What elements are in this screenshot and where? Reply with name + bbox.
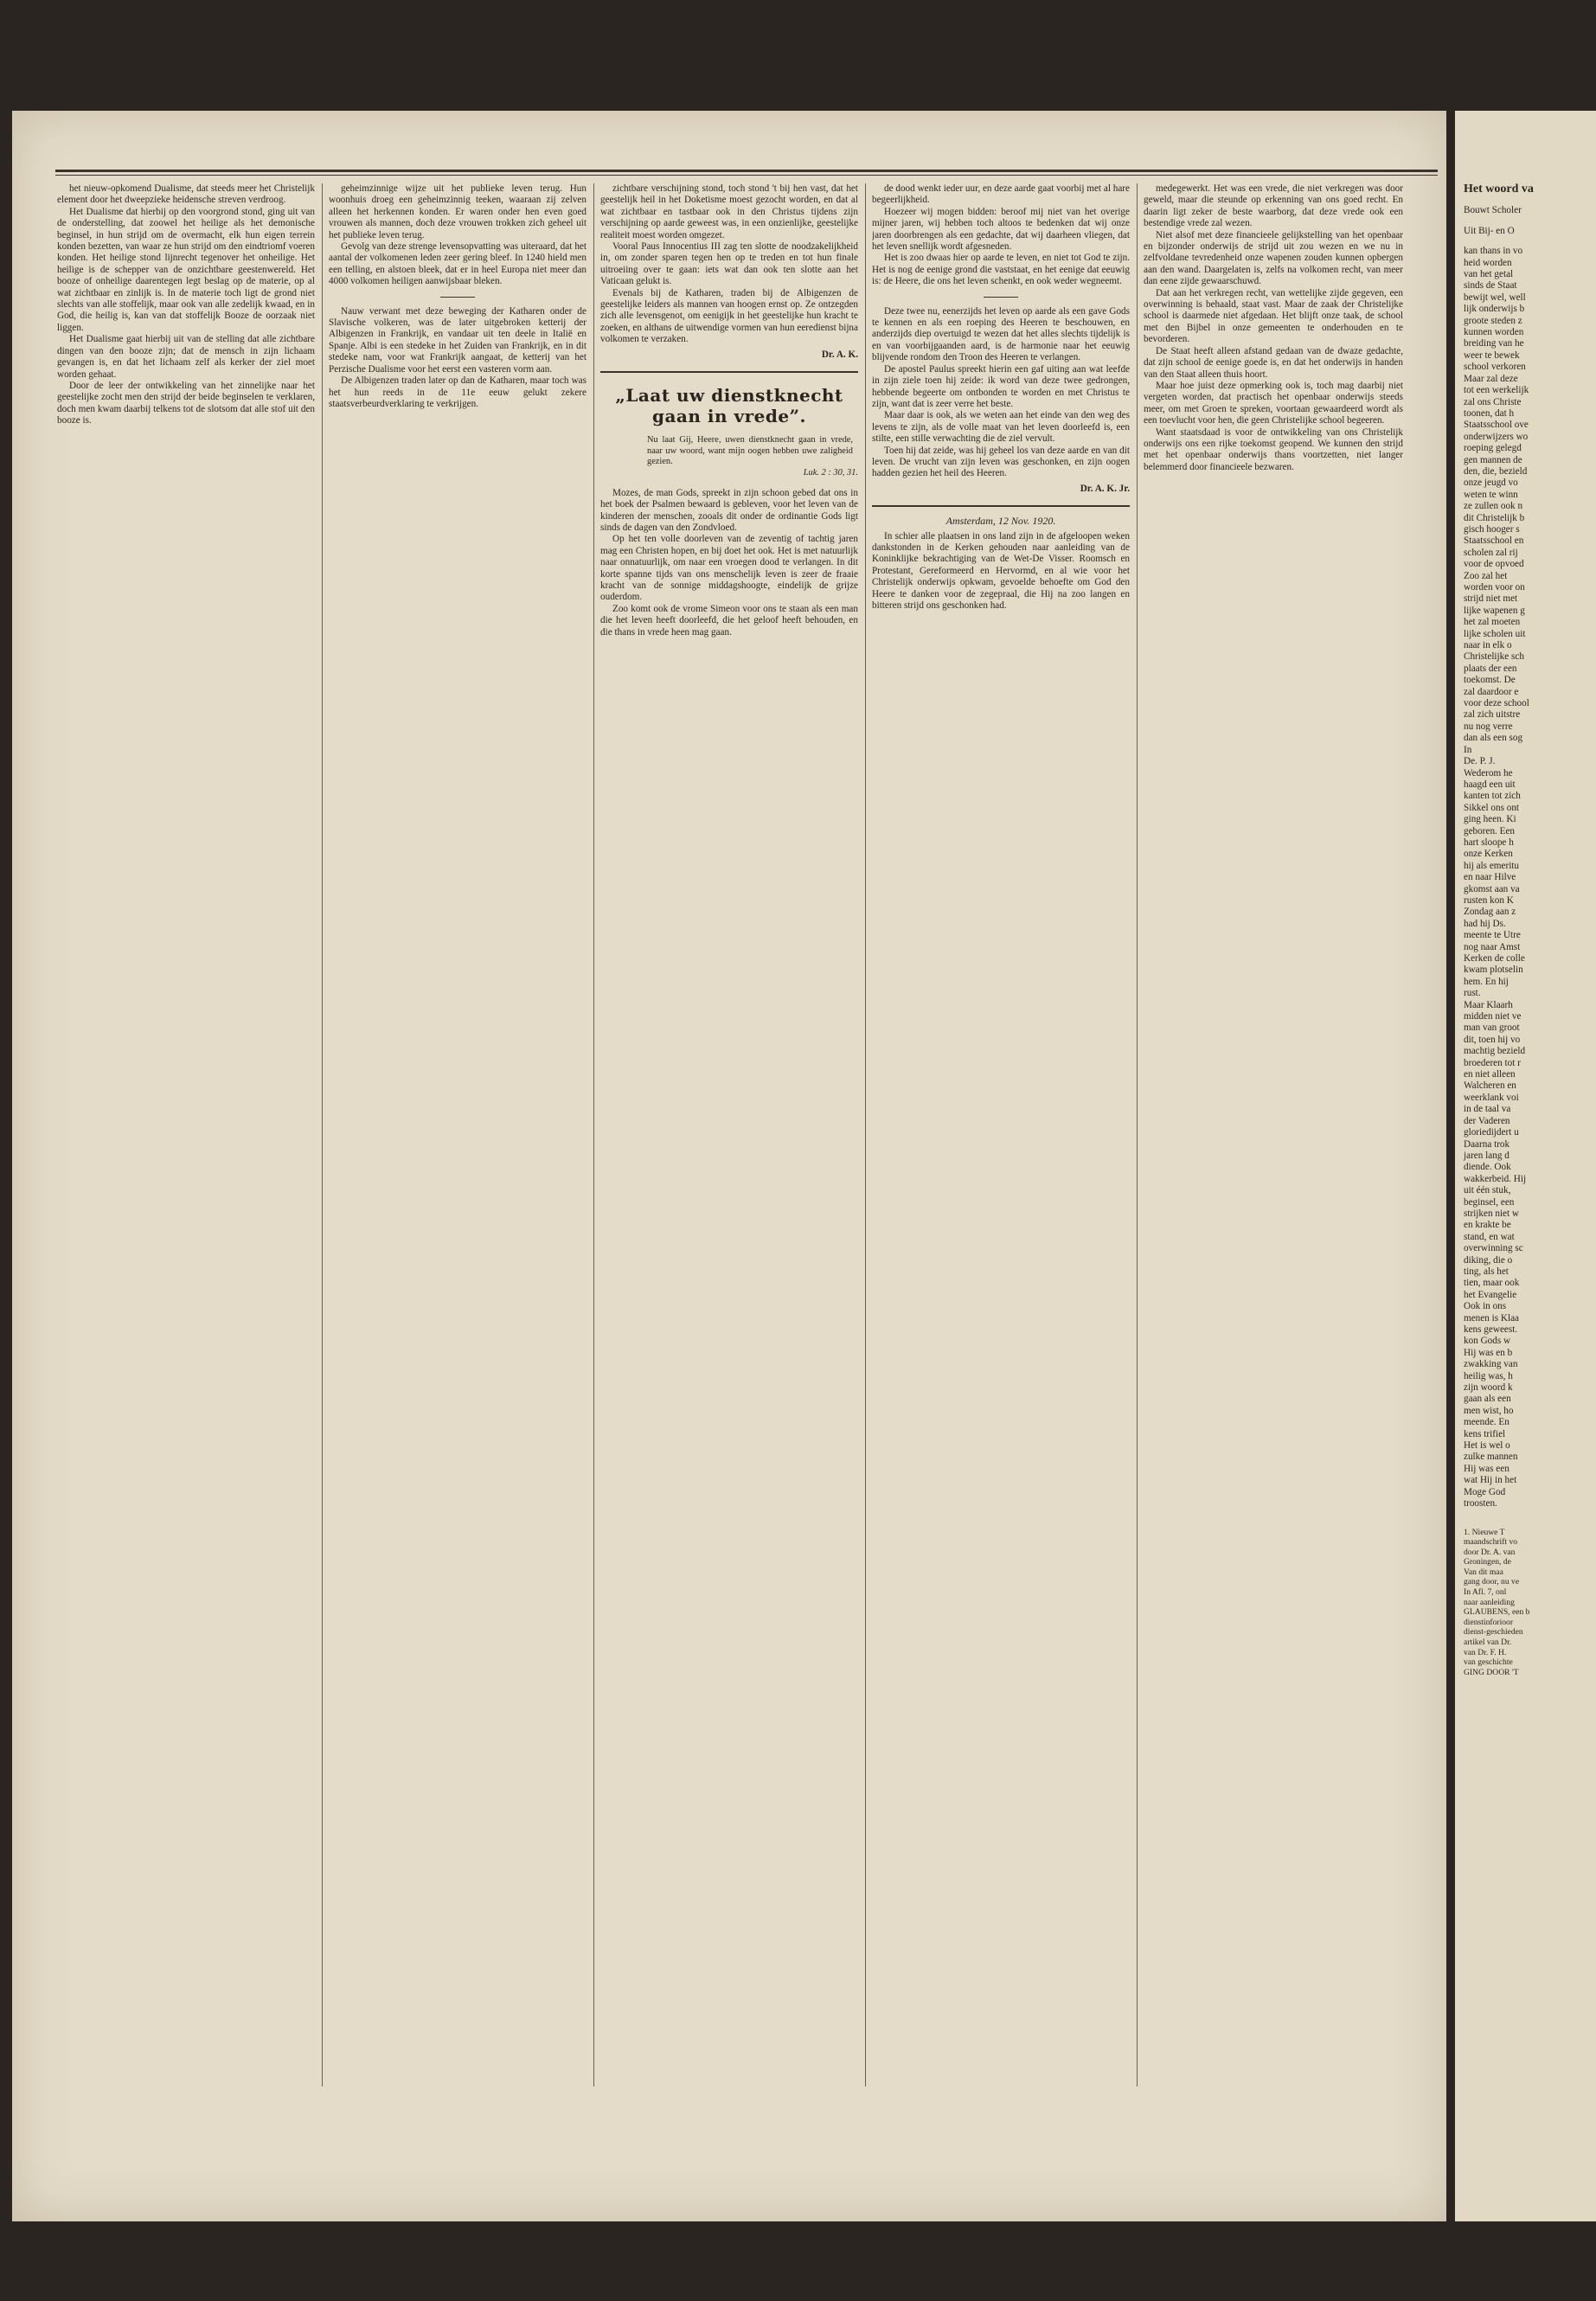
adjacent-page-line: kan thans in vo xyxy=(1464,246,1523,257)
column-divider xyxy=(865,183,866,2086)
adjacent-page-footnote: door Dr. A. van xyxy=(1464,1547,1516,1557)
column-3 xyxy=(600,183,858,2095)
adjacent-page-line: ze zullen ook n xyxy=(1464,501,1523,512)
adjacent-page-line: Maar Klaarh xyxy=(1464,999,1513,1010)
adjacent-page-line: school verkoren xyxy=(1464,362,1526,373)
col5-para-2: Niet alsof met deze financieele gelijkstelling van het openbaar en bijzonder onderwijs de strijd uit zou wezen en we nu in zelfvoldane tevredenheid onze wapenen zouden kunnen opbergen aan den wand. Daargelaten is, zelfs na volkomen recht, van meer dan eene zijde gewaarschuwd. xyxy=(1144,229,1403,287)
col5-para-3: Dat aan het verkregen recht, van wettelijke zijde gegeven, een overwinning is behaald, staat vast. Maar de zaak der Christelijke school is daarmede niet afgedaan. Het blijft onze taak, de school met den Bijbel in onze gemeenten te onderhouden en te bevorderen. xyxy=(1144,287,1403,345)
adjacent-page-line: stand, en wat xyxy=(1464,1231,1515,1242)
adjacent-page-line: Hij was een xyxy=(1464,1463,1509,1474)
adjacent-page-footnote: dienstinforioor xyxy=(1464,1617,1514,1627)
adjacent-page-line: hart sloope h xyxy=(1464,836,1514,848)
adjacent-page-line: onze Kerken xyxy=(1464,849,1513,860)
adjacent-page-line: diking, die o xyxy=(1464,1254,1513,1266)
col4-para-3: Het is zoo dwaas hier op aarde te leven, en niet tot God te zijn. Het is nog de eenige grond die vaststaat, en het eenige dat eeuwig is: de Heere, die ons het leven schenkt, en ook weder wegneemt. xyxy=(872,253,1130,287)
adjacent-page-line: lijke scholen uit xyxy=(1464,628,1526,639)
adjacent-page-line: zulke mannen xyxy=(1464,1452,1518,1463)
adjacent-page-line: Ook in ons xyxy=(1464,1301,1507,1312)
adjacent-page-line: breiding van he xyxy=(1464,338,1524,349)
adjacent-page-line: kon Gods w xyxy=(1464,1336,1511,1347)
adjacent-page-line: in de taal va xyxy=(1464,1104,1511,1115)
adjacent-page-line: Kerken de colle xyxy=(1464,953,1525,964)
article-title: „Laat uw dienstknecht gaan in vrede”. xyxy=(615,385,843,427)
col4-para-5: De apostel Paulus spreekt hierin een gaf uiting aan wat leefde in zijn ziele toen hij zeide: ik word van deze twee gedrongen, hebbende begeerte om ontbonden te worden en met Christus te zijn, want dat is zeer verre het beste. xyxy=(872,363,1130,409)
adjacent-page-line: nog naar Amst xyxy=(1464,941,1521,952)
col5-para-5: Maar hoe juist deze opmerking ook is, toch mag daarbij niet vergeten worden, dat practisch het openbaar onderwijs steeds meer, om met Groen te spreken, voortaan gewaardeerd wordt als een toevlucht voor hen, die geen Christelijke school begeeren. xyxy=(1144,380,1403,426)
adjacent-page-line: onze jeugd vo xyxy=(1464,478,1518,489)
adjacent-page-line: Wederom he xyxy=(1464,767,1513,779)
adjacent-page-line: weerklank voi xyxy=(1464,1092,1519,1103)
adjacent-page-line: zal ons Christe xyxy=(1464,396,1522,407)
adjacent-page-line: hij als emeritu xyxy=(1464,860,1520,871)
adjacent-page-line: heid worden xyxy=(1464,257,1512,268)
col1-para-4: Door de leer der ontwikkeling van het zinnelijke naar het geestelijke zocht men den strijd der beide beginselen te verklaren, doch men kwam daarbij telkens tot de slotsom dat alle stof uit den booze is. xyxy=(57,380,315,426)
col4-para-8: In schier alle plaatsen in ons land zijn in de afgeloopen weken dankstonden in de Kerken gehouden naar aanleiding van de Koninklijke bekrachtiging van de Wet-De Visser. Roomsch en Protestant, Gereformeerd en Hervormd, en al wie voor het Christelijk onderwijs opkwam, gevoelde behoefte om God den Heere te danken voor de zegepraal, die Hij na zoo langen en bitteren strijd ons geschonken had. xyxy=(872,530,1130,611)
epigraph: Nu laat Gij, Heere, uwen dienstknecht gaan in vrede, naar uw woord, want mijn oogen hebben uwe zaligheid gezien. xyxy=(647,435,853,466)
article-rule xyxy=(600,371,858,373)
col5-para-6: Want staatsdaad is voor de ontwikkeling van ons Christelijk onderwijs ons een rijke toekomst geopend. We kunnen den strijd met het openbaar onderwijs thans voortzetten, niet langer belemmerd door financieele bezwaren. xyxy=(1144,426,1403,472)
adjacent-page-line: kunnen worden xyxy=(1464,327,1524,338)
adjacent-page-line: midden niet ve xyxy=(1464,1011,1522,1022)
adjacent-page-line: dit Christelijk b xyxy=(1464,512,1525,523)
adjacent-page-line: Daarna trok xyxy=(1464,1138,1510,1150)
col2-para-1: geheimzinnige wijze uit het publieke leven terug. Hun woonhuis droeg een geheimzinnig teeken, waaraan zij zelven alleen het herkennen konden. Er waren onder hen even goed vrouwen als mannen, doch deze vrouwen trokken zich geheel uit het publieke leven terug. xyxy=(329,183,586,240)
article-rule xyxy=(872,505,1130,507)
col4-para-2: Hoezeer wij mogen bidden: beroof mij niet van het overige mijner jaren, wij hebben toch altoos te bedenken dat wij onze jaren doorbrengen als een gedachte, dat wij daarheen vliegen, dat het leven snellijk wordt afgesneden. xyxy=(872,206,1130,253)
col1-para-2: Het Dualisme dat hierbij op den voorgrond stond, ging uit van de onderstelling, dat zoowel het heilige als het demonische beginsel, in hun strijd om de overmacht, elk hun eigen terrein konden bezetten, van waar ze hun strijd om den eindtriomf voeren konden. Het heilige stond lijnrecht tegenover het onheilige. Het heilige is de schepper van de onzichtbare geestenwereld. Het booze of onheilige daarentegen legt beslag op de materie, op al wat zichtbaar en zinlijk is. In de materie toch ligt de grond niet slechts van alle stoffelijk, maar ook van alle zedelijk kwaad, en in God, die heilig is, kan van dat stoffelijk Booze de oorzaak niet liggen. xyxy=(57,206,315,333)
adjacent-page-line: bewijt wel, well xyxy=(1464,292,1526,303)
adjacent-page-line: nu nog verre xyxy=(1464,721,1513,732)
adjacent-page-line: kwam plotselin xyxy=(1464,965,1523,976)
adjacent-page-line: van het getal xyxy=(1464,269,1514,280)
col1-para-3: Het Dualisme gaat hierbij uit van de stelling dat alle zichtbare dingen van den booze zijn; dat de mensch in zijn lichaam gevangen is, en dat het lichaam zelf als kerker der ziel moet worden gehaat. xyxy=(57,334,315,380)
column-4 xyxy=(872,183,1130,2095)
adjacent-page-line: Maar zal deze xyxy=(1464,373,1518,384)
adjacent-page-line: Christelijke sch xyxy=(1464,651,1524,663)
adjacent-page-line: kanten tot zich xyxy=(1464,791,1521,802)
adjacent-page-subheader: Uit Bij- en O xyxy=(1464,225,1515,236)
col3-para-6: Zoo komt ook de vrome Simeon voor ons te staan als een man die het leven heeft doorleefd, die het geloof heeft behouden, en die thans in vrede heen mag gaan. xyxy=(600,603,858,638)
adjacent-page-line: had hij Ds. xyxy=(1464,918,1506,929)
adjacent-page-line: den, die, bezield xyxy=(1464,465,1528,477)
article-signature: Dr. A. K. Jr. xyxy=(1080,483,1130,494)
adjacent-page-line: wakkerbeid. Hij xyxy=(1464,1173,1527,1184)
adjacent-page-line: het zal moeten xyxy=(1464,617,1521,628)
article-signature: Dr. A. K. xyxy=(821,349,858,360)
adjacent-page-line: dit, toen hij vo xyxy=(1464,1034,1521,1045)
adjacent-page-line: voor deze school xyxy=(1464,698,1529,709)
column-divider xyxy=(1137,183,1138,2086)
adjacent-page-line: kens trifiel xyxy=(1464,1428,1506,1439)
adjacent-page-line: diende. Ook xyxy=(1464,1162,1511,1173)
adjacent-page-line: Zoo zal het xyxy=(1464,570,1508,581)
col3-para-1: zichtbare verschijning stond, toch stond 't bij hen vast, dat het geestelijk heil in het Doketisme moest gezocht worden, en dat al wat zichtbaar en tastbaar ook in den Christus tijdens zijn verschijning op aarde geweest was, in een onzienlijke, geestelijke realiteit moest worden omgezet. xyxy=(600,183,858,240)
section-separator xyxy=(984,297,1018,298)
adjacent-page-footnote: In Afl. 7, onl xyxy=(1464,1587,1507,1598)
col5-para-1: medegewerkt. Het was een vrede, die niet verkregen was door geweld, maar die steunde op erkenning van ons goed recht. En daarin ligt zeker de beste waarborg, dat deze vrede ook een bestendige vrede zal wezen. xyxy=(1144,183,1403,229)
adjacent-page-line: Zondag aan z xyxy=(1464,907,1516,918)
adjacent-page-line: jaren lang d xyxy=(1464,1150,1509,1161)
adjacent-page-footnote: naar aanleiding xyxy=(1464,1597,1515,1607)
adjacent-page-line: groote steden z xyxy=(1464,315,1522,326)
col1-para-1: het nieuw-opkomend Dualisme, dat steeds meer het Christelijk element door het dweepzieke heidensche streven verdroog. xyxy=(57,183,315,206)
adjacent-page-line: zal zich uitstre xyxy=(1464,709,1521,721)
adjacent-page-line: troosten. xyxy=(1464,1498,1497,1509)
adjacent-page-text xyxy=(1464,183,1593,1677)
adjacent-page-line: rusten kon K xyxy=(1464,894,1514,906)
epigraph-reference: Luk. 2 : 30, 31. xyxy=(803,468,858,478)
adjacent-page-line: ting, als het xyxy=(1464,1266,1509,1277)
adjacent-page-line: kens geweest. xyxy=(1464,1324,1518,1335)
col2-para-4: De Albigenzen traden later op dan de Katharen, maar toch was het hun reeds in de 11e eeuw gelukt zekere staatsverbeurdverklaring te verkrijgen. xyxy=(329,375,586,409)
adjacent-page-line: naar in elk o xyxy=(1464,640,1512,651)
adjacent-page-line: wat Hij in het xyxy=(1464,1475,1517,1486)
col3-para-5: Op het ten volle doorleven van de zeventig of tachtig jaren mag een Christen hopen, en bij doet het ook. Het is met natuurlijk naar onnatuurlijk, om naar een vroegen dood te verlangen. In dit korte spanne tijds van ons menschelijk leven is zeer de fraaie kracht van de sonnige middagshoogte, eindelijk de grijze ouderdom. xyxy=(600,534,858,603)
col2-para-2: Gevolg van deze strenge levensopvatting was uiteraard, dat het aantal der volkomenen leden zeer gering bleef. In 1240 hield men een telling, en alstoen bleek, dat er in heel Europa niet meer dan 4000 volkomen heiligen aanwijsbaar bleken. xyxy=(329,241,586,287)
column-2 xyxy=(329,183,586,2095)
adjacent-page-footnote: Groningen, de xyxy=(1464,1557,1511,1567)
adjacent-page-line: weten te winn xyxy=(1464,489,1518,500)
adjacent-page-line: Het is wel o xyxy=(1464,1440,1510,1452)
adjacent-page-lines xyxy=(1464,246,1593,1509)
adjacent-page-footnote: GLAUBENS, een b xyxy=(1464,1607,1530,1618)
adjacent-page-line: tien, maar ook xyxy=(1464,1278,1520,1289)
adjacent-page-line: der Vaderen xyxy=(1464,1115,1510,1126)
adjacent-page-header: Het woord va xyxy=(1464,183,1534,195)
adjacent-page-line: De. P. J. xyxy=(1464,756,1496,767)
adjacent-page-line: gen mannen de xyxy=(1464,454,1522,465)
column-1 xyxy=(57,183,315,2095)
adjacent-page-line: weer te bewek xyxy=(1464,349,1520,361)
adjacent-page-line: sinds de Staat xyxy=(1464,280,1517,292)
adjacent-page-line: Sikkel ons ont xyxy=(1464,802,1520,813)
adjacent-page-line: uit één stuk, xyxy=(1464,1185,1511,1196)
adjacent-page-line: zal daardoor e xyxy=(1464,686,1519,697)
adjacent-page-footnote: gang door, nu ve xyxy=(1464,1577,1520,1587)
adjacent-page-line: roeping gelegd xyxy=(1464,443,1522,454)
adjacent-page-line: voor de opvoed xyxy=(1464,559,1524,570)
adjacent-page-line: zwakking van xyxy=(1464,1359,1518,1370)
col4-para-6: Maar daar is ook, als we weten aan het einde van den weg des levens te zijn, als de volle maat van het leven doorleefd is, een stilte, een stille verwachting die de ziel vervult. xyxy=(872,410,1130,445)
adjacent-page-footnote: GING DOOR 'T xyxy=(1464,1667,1519,1677)
adjacent-page-line: gisch hooger s xyxy=(1464,523,1520,535)
adjacent-page-line: Moge God xyxy=(1464,1486,1506,1497)
column-5 xyxy=(1144,183,1403,2095)
adjacent-page-footnotes xyxy=(1464,1528,1593,1678)
adjacent-page-footnote: van Dr. F. H. xyxy=(1464,1647,1507,1657)
adjacent-page-line: Staatsschool ove xyxy=(1464,420,1529,431)
adjacent-page-subheader: Bouwt Scholer xyxy=(1464,205,1522,216)
adjacent-page-line: machtig bezield xyxy=(1464,1046,1526,1057)
adjacent-page-line: plaats der een xyxy=(1464,663,1517,674)
adjacent-page-line: gaan als een xyxy=(1464,1394,1511,1405)
adjacent-page-line: en naar Hilve xyxy=(1464,872,1516,883)
adjacent-page-line: rust. xyxy=(1464,988,1481,999)
dateline: Amsterdam, 12 Nov. 1920. xyxy=(945,515,1056,528)
adjacent-page-line: man van groot xyxy=(1464,1022,1520,1034)
adjacent-page-line: heilig was, h xyxy=(1464,1370,1513,1381)
col2-para-3: Nauw verwant met deze beweging der Katharen onder de Slavische volkeren, was de later uitgebroken ketterij der Albigenzen in Frankrijk, en vandaar uit ten deele in Italië en Spanje. Albi is een stedeke in het Zuiden van Frankrijk, en in dit stedeke nam, voor wat Frankrijk aangaat, de ketterij van het Perzische Dualisme voor het eerst een vasteren vorm aan. xyxy=(329,305,586,375)
adjacent-page-line: Walcheren en xyxy=(1464,1080,1516,1092)
adjacent-page-line: beginsel, een xyxy=(1464,1196,1515,1208)
adjacent-page-line: broederen tot r xyxy=(1464,1057,1521,1068)
col3-para-3: Evenals bij de Katharen, traden bij de Albigenzen de geestelijke leiders als mannen van hoogen ernst op. Ze ontzegden zich alle levensgenot, om eenigijk in het geestelijke hun kracht te zoeken, en althans de uitwendige vormen van hun eeredienst bijna volkomen te verzaken. xyxy=(600,287,858,345)
adjacent-page-line: dan als een sog xyxy=(1464,733,1523,744)
col3-para-2: Vooral Paus Innocentius III zag ten slotte de noodzakelijkheid in, om zonder sparen tegen hen op te treden en tot hun finale uitroeiing over te gaan: iets wat dan ook ten slotte aan het Vaticaan gelukt is. xyxy=(600,241,858,287)
adjacent-page-line: meente te Utre xyxy=(1464,930,1521,941)
column-divider xyxy=(322,183,323,2086)
col4-para-7: Toen hij dat zeide, was hij geheel los van deze aarde en van dit leven. De vrucht van zijn leven was geschonken, en zijn oogen hadden gezien het heil des Heeren. xyxy=(872,445,1130,479)
adjacent-page-footnote: artikel van Dr. xyxy=(1464,1638,1512,1648)
adjacent-page-line: tot een werkelijk xyxy=(1464,385,1529,396)
col5-para-4: De Staat heeft alleen afstand gedaan van de dwaze gedachte, dat zijn school de eenige goede is, en dat het onderwijs in handen van den Staat alleen thuis hoort. xyxy=(1144,345,1403,380)
adjacent-page-line: en krakte be xyxy=(1464,1220,1511,1231)
col4-para-4: Deze twee nu, eenerzijds het leven op aarde als een gave Gods te kennen en als een roeping des Heeren te beschouwen, en anderzijds diep overtuigd te wezen dat het alles slechts tijdelijk is en van voorbijgaanden aard, is de harmonie naar het eeuwig blijvende rondom den Troon des Heeren te verlangen. xyxy=(872,305,1130,363)
adjacent-page-line: scholen zal rij xyxy=(1464,547,1518,558)
adjacent-page-line: onderwijzers wo xyxy=(1464,431,1529,442)
top-double-rule xyxy=(55,170,1438,176)
adjacent-page-line: toonen, dat h xyxy=(1464,407,1515,419)
adjacent-page-line: men wist, ho xyxy=(1464,1405,1514,1416)
adjacent-page-footnote: van geschichte xyxy=(1464,1657,1513,1668)
adjacent-page-line: haagd een uit xyxy=(1464,779,1516,790)
adjacent-page-line: worden voor on xyxy=(1464,582,1525,593)
adjacent-page-line: strijken niet w xyxy=(1464,1208,1520,1219)
adjacent-page-line: toekomst. De xyxy=(1464,675,1516,686)
adjacent-page-line: hem. En hij xyxy=(1464,976,1509,987)
adjacent-page-line: menen is Klaa xyxy=(1464,1312,1519,1324)
adjacent-page-line: geboren. Een xyxy=(1464,825,1516,836)
adjacent-page-line: overwinning sc xyxy=(1464,1243,1523,1254)
adjacent-page-line: het Evangelie xyxy=(1464,1289,1517,1300)
adjacent-page-line: In xyxy=(1464,744,1472,755)
adjacent-page-line: Hij was en b xyxy=(1464,1347,1513,1358)
adjacent-page-footnote: dienst-geschieden xyxy=(1464,1627,1523,1638)
adjacent-page-footnote: Van dit maa xyxy=(1464,1567,1503,1577)
section-separator xyxy=(440,297,475,298)
adjacent-page-footnote: 1. Nieuwe T xyxy=(1464,1527,1505,1537)
col3-para-4: Mozes, de man Gods, spreekt in zijn schoon gebed dat ons in het boek der Psalmen bewaard is gebleven, voor het leven van de kinderen der menschen, zooals dit onder de ordinantie Gods ligt sinds de dagen van den Zondvloed. xyxy=(600,487,858,533)
column-divider xyxy=(593,183,594,2086)
adjacent-page-line: zijn woord k xyxy=(1464,1382,1513,1394)
adjacent-page-line: ging heen. Ki xyxy=(1464,814,1516,825)
adjacent-page-line: gkomst aan va xyxy=(1464,883,1520,894)
adjacent-page-fragment xyxy=(1455,111,1596,2221)
adjacent-page-line: strijd niet met xyxy=(1464,593,1518,605)
adjacent-page-line: lijke wapenen g xyxy=(1464,605,1525,616)
adjacent-page-line: gloriedijdert u xyxy=(1464,1127,1519,1138)
col4-para-1: de dood wenkt ieder uur, en deze aarde gaat voorbij met al hare begeerlijkheid. xyxy=(872,183,1130,206)
adjacent-page-footnote: maandschrift vo xyxy=(1464,1537,1518,1548)
adjacent-page-line: Staatsschool en xyxy=(1464,535,1524,547)
adjacent-page-line: en niet alleen xyxy=(1464,1069,1516,1080)
newspaper-page xyxy=(12,111,1446,2221)
adjacent-page-line: meende. En xyxy=(1464,1417,1509,1428)
adjacent-page-line: lijk onderwijs b xyxy=(1464,304,1525,315)
